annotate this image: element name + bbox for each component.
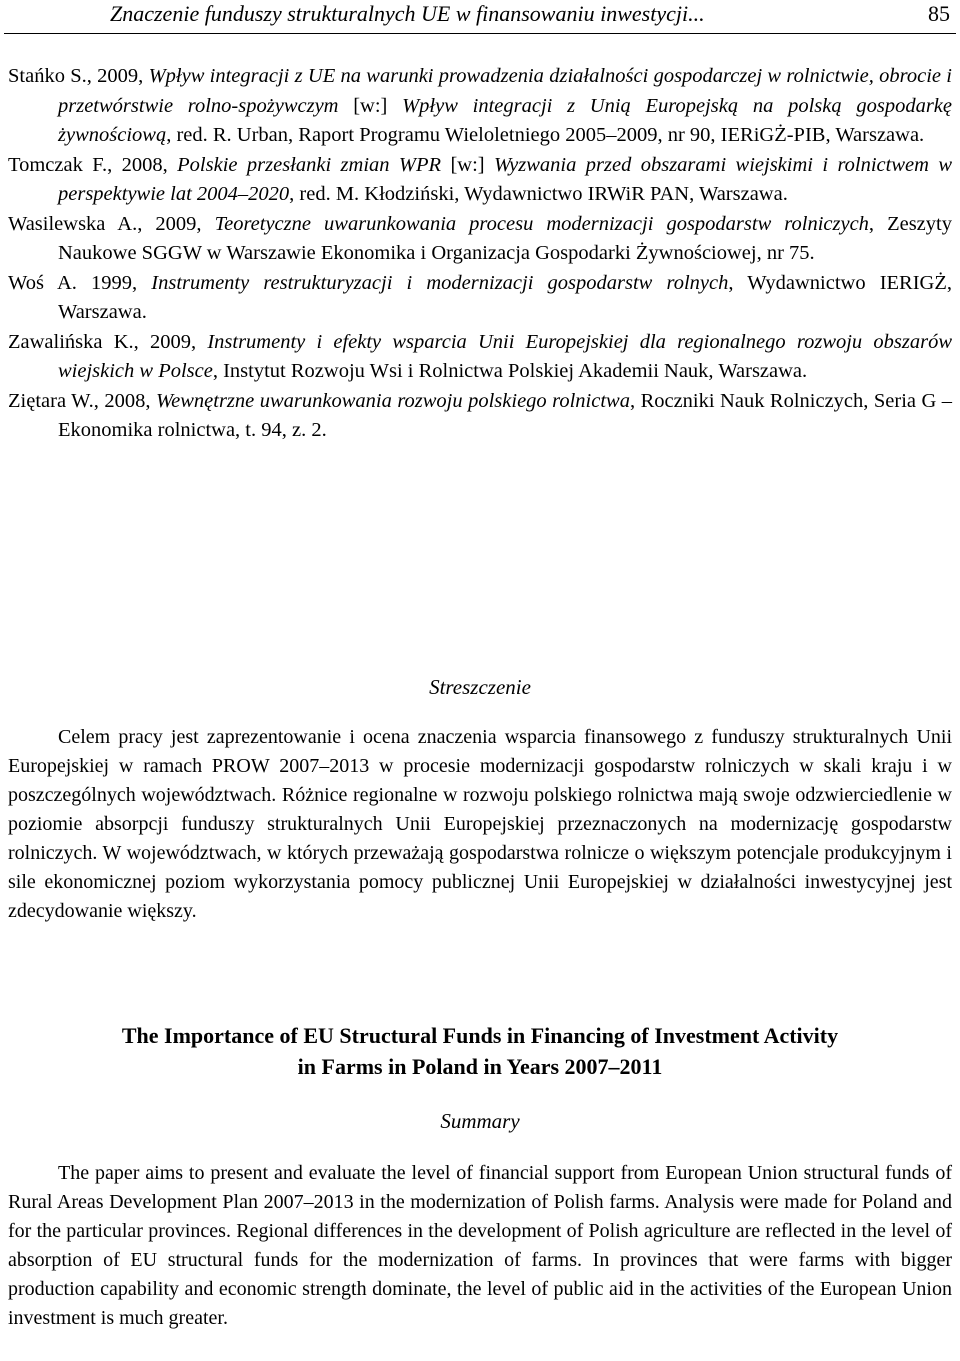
reference-title: Teoretyczne uwarunkowania procesu modernizacji gospodarstw rolniczych — [214, 212, 869, 235]
reference-entry: Stańko S., 2009, Wpływ integracji z UE na warunki prowadzenia działalności gospodarczej w rolnictwie, obrocie i przetwórstwie rolno-spożywczym [w:] Wpływ integracji z Unią Europejską na polską gospodarkę żywnościową, red. R. Urban, Raport Programu Wieloletniego 2005–2009, nr 90, IERiGŻ-PIB, Warszawa. — [8, 65, 952, 146]
header-divider — [4, 33, 956, 34]
running-header-title: Znaczenie funduszy strukturalnych UE w finansowaniu inwestycji... — [110, 1, 705, 26]
reference-title: Wpływ integracji z UE na warunki prowadzenia działalności gospodarczej w rolnictwie, obrocie i przetwórstwie rolno-spożywczym — [58, 65, 952, 117]
english-title-line: in Farms in Poland in Years 2007–2011 — [297, 1054, 663, 1079]
reference-author: Wasilewska A. — [8, 212, 138, 235]
reference-book-title: Wpływ integracji z Unią Europejską na polską gospodarkę żywnościową — [58, 94, 952, 146]
english-title — [0, 1020, 960, 1082]
reference-entry: Ziętara W., 2008, Wewnętrzne uwarunkowania rozwoju polskiego rolnictwa, Roczniki Nauk Rolniczych, Seria G – Ekonomika rolnictwa, t. 94, z. 2. — [8, 389, 952, 441]
reference-entry: Wasilewska A., 2009, Teoretyczne uwarunkowania procesu modernizacji gospodarstw rolniczych, Zeszyty Naukowe SGGW w Warszawie Ekonomika i Organizacja Gospodarki Żywnościowej, nr 75. — [8, 212, 952, 264]
reference-author: Zawalińska K. — [8, 330, 134, 353]
reference-list — [8, 62, 952, 446]
summary-heading: Summary — [440, 1109, 520, 1133]
reference-entry: Tomczak F., 2008, Polskie przesłanki zmian WPR [w:] Wyzwania przed obszarami wiejskimi i rolnictwem w perspektywie lat 2004–2020, red. M. Kłodziński, Wydawnictwo IRWiR PAN, Warszawa. — [8, 153, 952, 205]
reference-entry: Woś A. 1999, Instrumenty restrukturyzacji i modernizacji gospodarstw rolnych, Wydawnictwo IERIGŻ, Warszawa. — [8, 271, 953, 323]
page-number: 85 — [928, 1, 950, 26]
reference-title: Polskie przesłanki zmian WPR — [177, 153, 442, 176]
reference-author: Stańko S. — [8, 65, 87, 87]
reference-author: Ziętara W. — [8, 389, 94, 412]
reference-title: Instrumenty i efekty wsparcia Unii Europejskiej dla regionalnego rozwoju obszarów wiejskich w Polsce — [58, 330, 952, 382]
running-header — [0, 0, 960, 34]
reference-author: Tomczak F. — [8, 153, 108, 176]
reference-title: Instrumenty restrukturyzacji i modernizacji gospodarstw rolnych — [151, 271, 729, 294]
reference-entry: Zawalińska K., 2009, Instrumenty i efekty wsparcia Unii Europejskiej dla regionalnego rozwoju obszarów wiejskich w Polsce, Instytut Rozwoju Wsi i Rolnictwa Polskiej Akademii Nauk, Warszawa. — [8, 330, 952, 382]
english-title-line: The Importance of EU Structural Funds in Financing of Investment Activity — [121, 1023, 839, 1048]
summary-paragraph: The paper aims to present and evaluate the level of financial support from European Union structural funds of Rural Areas Development Plan 2007–2013 in the modernization of Polish farms. Analysis were made for Poland and for the particular provinces. Regional differences in the development of Polish agriculture are reflected in the level of absorption of EU structural funds for the modernization of farms. In provinces that were farms with bigger production capability and economic strength dominate, the level of public aid in the activities of the European Union investment is much greater. — [8, 1162, 952, 1329]
streszczenie-paragraph: Celem pracy jest zaprezentowanie i ocena znaczenia wsparcia finansowego z funduszy strukturalnych Unii Europejskiej w ramach PROW 2007–2013 w procesie modernizacji gospodarstw rolniczych w skali kraju i w poszczególnych województwach. Różnice regionalne w rozwoju polskiego rolnictwa mają swoje odzwierciedlenie w poziomie absorpcji funduszy strukturalnych Unii Europejskiej przeznaczonych na modernizację gospodarstw rolniczych. W województwach, w których przeważają gospodarstwa rolnicze o większym potencjale produkcyjnym i sile ekonomicznej poziom wykorzystania pomocy publicznej Unii Europejskiej w działalności inwestycyjnej jest zdecydowanie większy. — [8, 726, 952, 922]
reference-title: Wewnętrzne uwarunkowania rozwoju polskiego rolnictwa — [155, 389, 630, 412]
reference-author: Woś A. — [8, 271, 77, 294]
reference-book-title: Wyzwania przed obszarami wiejskimi i rolnictwem w perspektywie lat 2004–2020 — [58, 153, 952, 205]
streszczenie-heading: Streszczenie — [429, 675, 531, 699]
